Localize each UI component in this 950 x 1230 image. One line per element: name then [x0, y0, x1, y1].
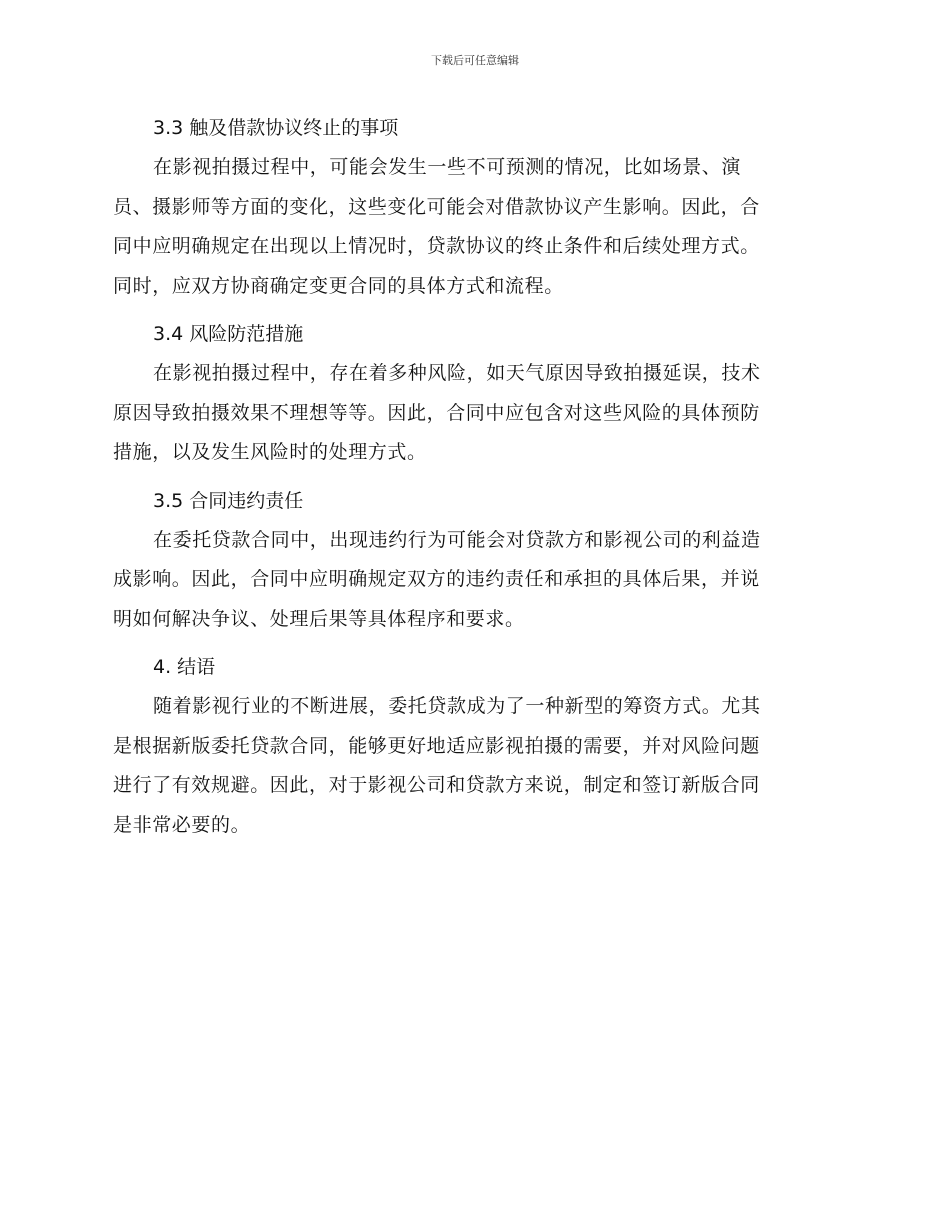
paragraph-3-5 — [113, 521, 833, 640]
section-heading-3-5: 3.5 合同违约责任 — [153, 489, 304, 512]
paragraph-line: 成影响。因此，合同中应明确规定双方的违约责任和承担的具体后果，并说 — [113, 568, 760, 590]
document-body — [113, 108, 833, 845]
paragraph-3-4 — [113, 354, 833, 473]
paragraph-line: 在影视拍摄过程中，可能会发生一些不可预测的情况，比如场景、演 — [153, 156, 742, 178]
paragraph-3-3 — [113, 148, 833, 306]
paragraph-line: 进行了有效规避。因此，对于影视公司和贷款方来说，制定和签订新版合同 — [113, 774, 760, 796]
section-heading-4: 4. 结语 — [153, 656, 216, 678]
section-heading-3-4: 3.4 风险防范措施 — [153, 323, 304, 345]
paragraph-line: 同时，应双方协商确定变更合同的具体方式和流程。 — [113, 274, 564, 297]
paragraph-line: 随着影视行业的不断进展，委托贷款成为了一种新型的筹资方式。尤其 — [153, 695, 761, 717]
page-header: 下载后可任意编辑 — [431, 54, 519, 67]
paragraph-line: 是非常必要的。 — [113, 813, 251, 836]
paragraph-line: 在影视拍摄过程中，存在着多种风险，如天气原因导致拍摄延误，技术 — [153, 362, 761, 384]
paragraph-line: 同中应明确规定在出现以上情况时，贷款协议的终止条件和后续处理方式。 — [113, 235, 760, 257]
paragraph-line: 在委托贷款合同中，出现违约行为可能会对贷款方和影视公司的利益造 — [153, 528, 761, 551]
paragraph-line: 明如何解决争议、处理后果等具体程序和要求。 — [113, 607, 525, 630]
paragraph-line: 是根据新版委托贷款合同，能够更好地适应影视拍摄的需要，并对风险问题 — [113, 734, 760, 757]
paragraph-line: 措施，以及发生风险时的处理方式。 — [113, 441, 427, 463]
paragraph-4 — [113, 687, 833, 845]
paragraph-line: 原因导致拍摄效果不理想等等。因此，合同中应包含对这些风险的具体预防 — [113, 401, 760, 424]
section-heading-3-3: 3.3 触及借款协议终止的事项 — [153, 117, 399, 139]
paragraph-line: 员、摄影师等方面的变化，这些变化可能会对借款协议产生影响。因此，合 — [113, 195, 760, 218]
